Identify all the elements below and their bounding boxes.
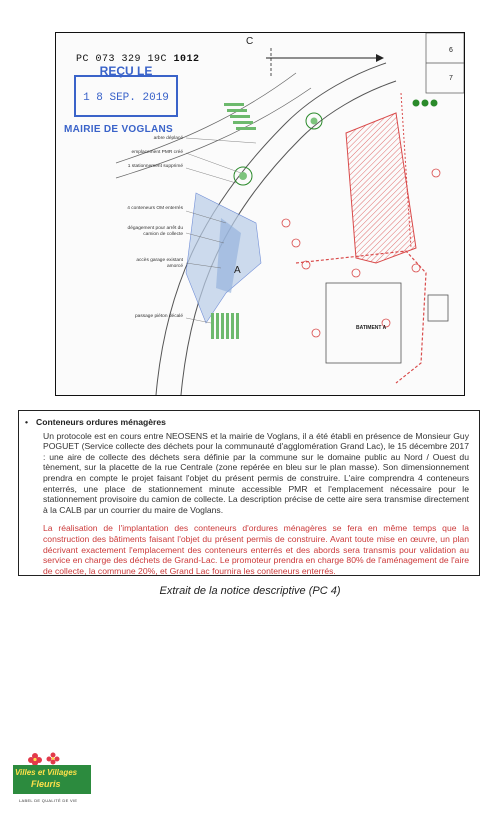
stamp-date: 1 8 SEP. 2019 — [83, 92, 169, 104]
figure-caption: Extrait de la notice descriptive (PC 4) — [159, 585, 341, 597]
label-num-7: 7 — [449, 75, 453, 82]
logo-banner — [13, 765, 91, 794]
stamp-title: REÇU LE — [99, 64, 153, 78]
logo-line-2: Fleuris — [31, 779, 61, 789]
label-batiment: BATIMENT A — [356, 325, 387, 331]
label-c: C — [246, 36, 254, 47]
legend-item: arbre déplacé — [153, 136, 183, 141]
villes-villages-fleuris-logo — [13, 750, 91, 812]
notice-heading: • Conteneurs ordures ménagères — [33, 417, 469, 428]
site-plan — [55, 32, 465, 396]
notice-paragraph-red: La réalisation de l'implantation des conteneurs d'ordures ménagères se fera en même temps que la construction des bâtiments faisant l'objet du présent permis de construire. Avant toute mise en œuvre, un plan décrivant exactement l'emplacement des conteneurs enterrés et des abords sera transmis pour validation au service en charge des déchets de Grand-Lac. Le promoteur prendra en charge 80% de l'aménagement de l'aire de collecte, la commune 20%, et Grand Lac fournira les conteneurs enterrés. — [43, 523, 469, 576]
legend-item: dégagement pour arrêt du camion de collecte — [127, 226, 183, 237]
logo-line-1: Villes et Villages — [15, 768, 78, 777]
legend-item: emplacement PMR créé — [131, 150, 183, 155]
label-a: A — [234, 265, 241, 276]
legend-item: passage piéton décalé — [134, 314, 183, 319]
legend-item: 1 stationnement supprimé — [127, 164, 183, 169]
notice-box — [18, 410, 480, 576]
received-stamp — [74, 64, 178, 117]
legend-item: 4 conteneurs OM enterrés — [127, 206, 183, 211]
stamp-mairie: MAIRIE DE VOGLANS — [64, 124, 173, 135]
logo-line-3: LABEL DE QUALITÉ DE VIE — [19, 798, 78, 803]
notice-paragraph-black: Un protocole est en cours entre NEOSENS et la mairie de Voglans, il a été établi en présence de Monsieur Guy POGUET (Service collecte des déchets pour la communauté d'agglomération Grand Lac), le 15 décembre 2017 : une aire de collecte des déchets sera définie par la commune sur le domaine public au Nord / Ouest du tènement, sur la placette de la rue Centrale (zone repérée en bleu sur le plan masse). Son dimensionnement prendra en compte le projet faisant l'objet du présent permis de construire. L'aire comprendra 4 conteneurs enterrés, une place de stationnement minute accessible PMR et l'emplacement nécessaire pour le stationnement provisoire du camion de collecte. La description précise de cette aire sera transmise directement à la CALB par un courrier du maire de Voglans. — [43, 430, 469, 515]
label-num-6: 6 — [449, 47, 453, 54]
legend-item: accès garage existant amorcé — [136, 258, 183, 269]
permit-reference: PC 073 329 19C 1012 — [76, 54, 200, 65]
